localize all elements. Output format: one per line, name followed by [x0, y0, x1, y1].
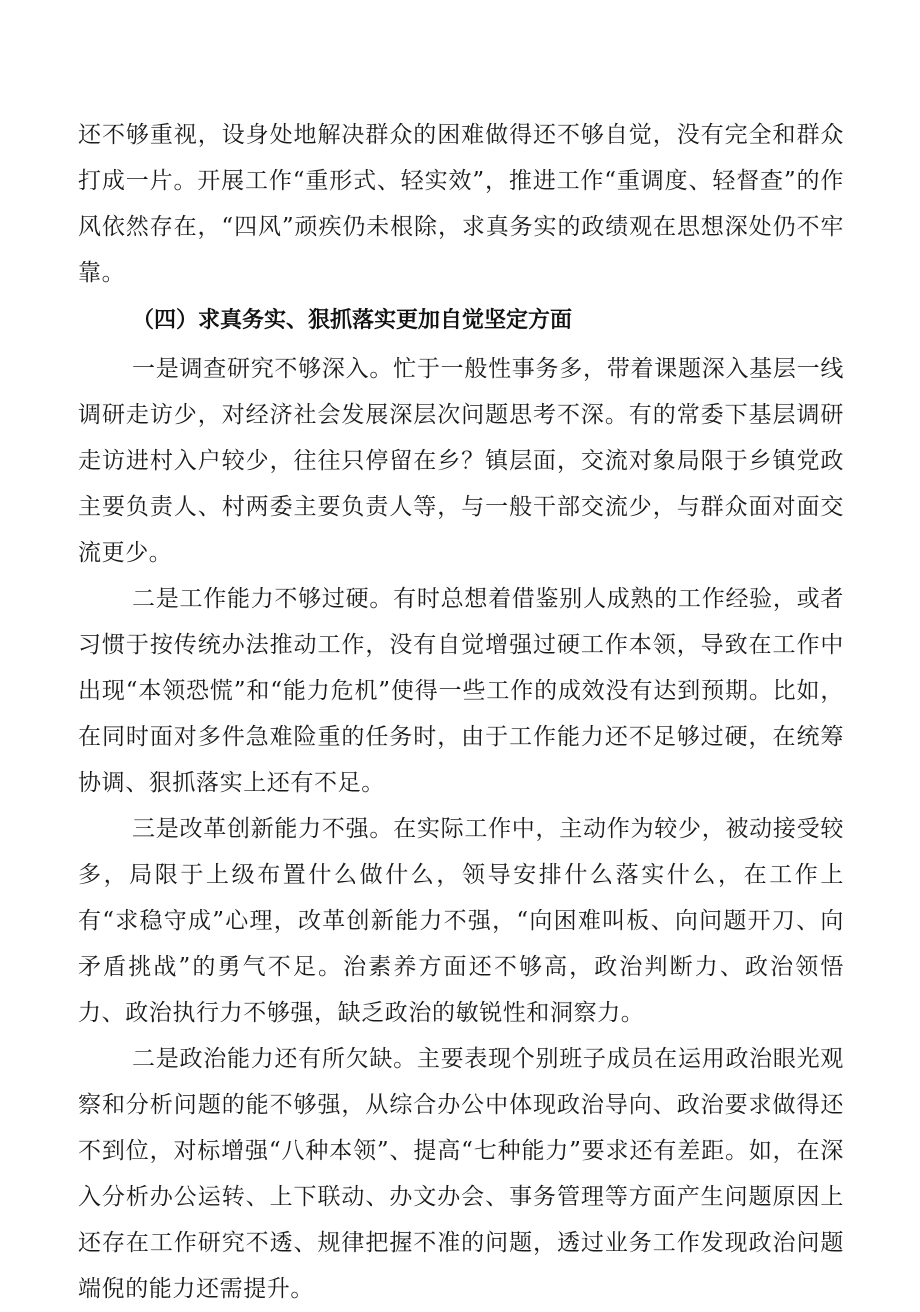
paragraph-research: 一是调查研究不够深入。忙于一般性事务多，带着课题深入基层一线调研走访少，对经济社会发展深层次问题思考不深。有的常委下基层调研走访进村入户较少，往往只停留在乡？镇层面，交流对象局限于乡镇党政主要负责人、村两委主要负责人等，与一般干部交流少，与群众面对面交流更少。: [78, 356, 844, 566]
paragraph-innovation: 三是改革创新能力不强。在实际工作中，主动作为较少，被动接受较多，局限于上级布置什么做什么，领导安排什么落实什么，在工作上有“求稳守成”心理，改革创新能力不强，“向困难叫板、向问题开刀、向矛盾挑战”的勇气不足。治素养方面还不够高，政治判断力、政治领悟力、政治执行力不够强，缺乏政治的敏锐性和洞察力。: [78, 816, 844, 1026]
document-body: [78, 112, 844, 1312]
paragraph-political-ability: 二是政治能力还有所欠缺。主要表现个别班子成员在运用政治眼光观察和分析问题的能不够强，从综合办公中体现政治导向、政治要求做得还不到位，对标增强“八种本领”、提高“七种能力”要求还有差距。如，在深入分析办公运转、上下联动、办文办会、事务管理等方面产生问题原因上还存在工作研究不透、规律把握不准的问题，透过业务工作发现政治问题端倪的能力还需提升。: [78, 1046, 844, 1302]
paragraph-work-ability: 二是工作能力不够过硬。有时总想着借鉴别人成熟的工作经验，或者习惯于按传统办法推动工作，没有自觉增强过硬工作本领，导致在工作中出现“本领恐慌”和“能力危机”使得一些工作的成效没有达到预期。比如，在同时面对多件急难险重的任务时，由于工作能力还不足够过硬，在统筹协调、狠抓落实上还有不足。: [78, 586, 844, 796]
paragraph-continuation: 还不够重视，设身处地解决群众的困难做得还不够自觉，没有完全和群众打成一片。开展工作“重形式、轻实效”，推进工作“重调度、轻督查”的作风依然存在，“四风”顽疾仍未根除，求真务实的政绩观在思想深处仍不牢靠。: [78, 122, 844, 286]
section-heading: （四）求真务实、狠抓落实更加自觉坚定方面: [132, 308, 573, 333]
